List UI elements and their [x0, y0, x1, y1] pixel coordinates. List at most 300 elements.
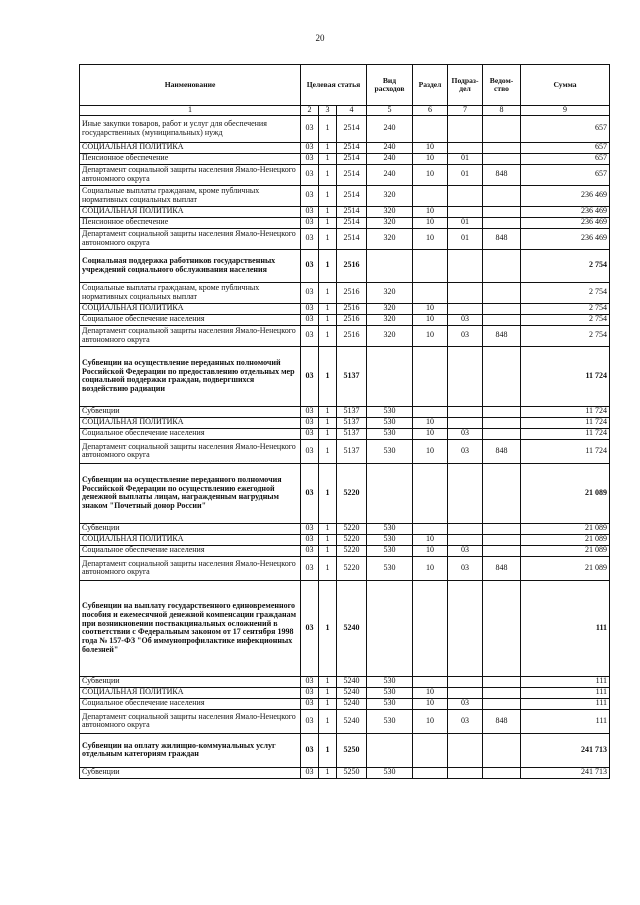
row-subprogram-code: 1	[319, 406, 337, 417]
row-sum: 657	[521, 142, 610, 153]
row-expense-type	[367, 346, 413, 406]
row-program-code: 03	[301, 206, 319, 217]
row-subsection	[448, 406, 483, 417]
row-expense-type	[367, 580, 413, 676]
row-subprogram-code: 1	[319, 164, 337, 185]
row-section	[413, 733, 448, 767]
row-expense-type: 320	[367, 185, 413, 206]
row-name: Социальные выплаты гражданам, кроме публичных нормативных социальных выплат	[80, 185, 301, 206]
table-row	[80, 767, 610, 778]
row-department	[483, 417, 521, 428]
row-department	[483, 523, 521, 534]
header-target: Целевая статья	[301, 65, 367, 106]
row-department	[483, 153, 521, 164]
header-expense-type: Вид расходов	[367, 65, 413, 106]
row-subsection	[448, 185, 483, 206]
row-section: 10	[413, 303, 448, 314]
row-expense-type: 240	[367, 164, 413, 185]
row-item-code: 2516	[337, 325, 367, 346]
row-subprogram-code: 1	[319, 249, 337, 282]
row-section: 10	[413, 325, 448, 346]
column-number: 9	[521, 106, 610, 116]
row-name: Социальное обеспечение населения	[80, 428, 301, 439]
row-name: СОЦИАЛЬНАЯ ПОЛИТИКА	[80, 142, 301, 153]
table-row	[80, 228, 610, 249]
row-program-code: 03	[301, 417, 319, 428]
row-item-code: 5220	[337, 523, 367, 534]
row-subsection: 03	[448, 314, 483, 325]
row-expense-type: 530	[367, 439, 413, 463]
row-section: 10	[413, 534, 448, 545]
row-item-code: 2516	[337, 303, 367, 314]
row-expense-type: 530	[367, 545, 413, 556]
table-row	[80, 206, 610, 217]
row-sum: 111	[521, 580, 610, 676]
row-expense-type	[367, 249, 413, 282]
row-subsection	[448, 580, 483, 676]
row-subsection	[448, 346, 483, 406]
row-item-code: 2514	[337, 206, 367, 217]
row-expense-type	[367, 463, 413, 523]
table-row	[80, 406, 610, 417]
row-department	[483, 545, 521, 556]
row-item-code: 5137	[337, 417, 367, 428]
row-subprogram-code: 1	[319, 142, 337, 153]
row-section: 10	[413, 687, 448, 698]
row-sum: 11 724	[521, 417, 610, 428]
row-subprogram-code: 1	[319, 282, 337, 303]
row-item-code: 5240	[337, 676, 367, 687]
column-number: 5	[367, 106, 413, 116]
row-subprogram-code: 1	[319, 676, 337, 687]
table-row	[80, 733, 610, 767]
row-item-code: 5137	[337, 439, 367, 463]
row-expense-type: 530	[367, 556, 413, 580]
row-subsection	[448, 687, 483, 698]
row-item-code: 5250	[337, 767, 367, 778]
row-subsection: 03	[448, 545, 483, 556]
row-subprogram-code: 1	[319, 767, 337, 778]
row-subprogram-code: 1	[319, 428, 337, 439]
row-department	[483, 314, 521, 325]
row-name: СОЦИАЛЬНАЯ ПОЛИТИКА	[80, 206, 301, 217]
row-department	[483, 687, 521, 698]
row-program-code: 03	[301, 767, 319, 778]
row-expense-type: 320	[367, 314, 413, 325]
row-subprogram-code: 1	[319, 228, 337, 249]
table-row	[80, 325, 610, 346]
column-number: 3	[319, 106, 337, 116]
row-expense-type: 530	[367, 406, 413, 417]
row-subsection: 03	[448, 439, 483, 463]
row-name: Субвенции	[80, 406, 301, 417]
column-number: 4	[337, 106, 367, 116]
row-name: СОЦИАЛЬНАЯ ПОЛИТИКА	[80, 303, 301, 314]
row-department	[483, 767, 521, 778]
row-program-code: 03	[301, 428, 319, 439]
row-name: Субвенции на оплату жилищно-коммунальных услуг отдельным категориям граждан	[80, 733, 301, 767]
row-name: Субвенции на осуществление переданного полномочия Российской Федерации по осуществлению ежегодной денежной выплаты лицам, награжденным нагрудным знаком "Почетный донор России"	[80, 463, 301, 523]
row-program-code: 03	[301, 346, 319, 406]
row-section	[413, 580, 448, 676]
row-subsection	[448, 534, 483, 545]
row-program-code: 03	[301, 709, 319, 733]
row-name: СОЦИАЛЬНАЯ ПОЛИТИКА	[80, 687, 301, 698]
budget-table	[79, 64, 610, 779]
row-sum: 111	[521, 676, 610, 687]
row-name: Субвенции	[80, 523, 301, 534]
row-subprogram-code: 1	[319, 206, 337, 217]
row-sum: 2 754	[521, 303, 610, 314]
row-program-code: 03	[301, 249, 319, 282]
row-expense-type: 530	[367, 428, 413, 439]
header-name: Наименование	[80, 65, 301, 106]
row-subsection: 03	[448, 428, 483, 439]
row-sum: 2 754	[521, 282, 610, 303]
row-sum: 241 713	[521, 733, 610, 767]
row-subsection: 01	[448, 164, 483, 185]
row-name: Пенсионное обеспечение	[80, 153, 301, 164]
row-section: 10	[413, 545, 448, 556]
row-program-code: 03	[301, 698, 319, 709]
row-program-code: 03	[301, 228, 319, 249]
row-subprogram-code: 1	[319, 709, 337, 733]
row-subprogram-code: 1	[319, 325, 337, 346]
row-department	[483, 346, 521, 406]
row-subsection: 03	[448, 698, 483, 709]
table-row	[80, 142, 610, 153]
row-sum: 21 089	[521, 545, 610, 556]
row-program-code: 03	[301, 303, 319, 314]
row-sum: 21 089	[521, 463, 610, 523]
row-name: Иные закупки товаров, работ и услуг для обеспечения государственных (муниципальных) нужд	[80, 115, 301, 142]
row-section	[413, 346, 448, 406]
row-department	[483, 303, 521, 314]
row-subsection: 03	[448, 556, 483, 580]
row-subsection: 01	[448, 217, 483, 228]
row-section: 10	[413, 556, 448, 580]
header-department: Ведом-ство	[483, 65, 521, 106]
row-expense-type: 530	[367, 417, 413, 428]
row-name: Социальное обеспечение населения	[80, 698, 301, 709]
header-section: Раздел	[413, 65, 448, 106]
row-subsection: 03	[448, 325, 483, 346]
table-row	[80, 428, 610, 439]
column-number: 8	[483, 106, 521, 116]
row-section	[413, 406, 448, 417]
row-section: 10	[413, 217, 448, 228]
row-item-code: 5240	[337, 580, 367, 676]
table-row	[80, 463, 610, 523]
row-program-code: 03	[301, 185, 319, 206]
row-name: Субвенции на выплату государственного единовременного пособия и ежемесячной денежной компенсации гражданам при возникновении поствакцинальных осложнений в соответствии с Федеральным законом от 17 сентября 1998 года № 157-ФЗ "Об иммунопрофилактике инфекционных болезней"	[80, 580, 301, 676]
row-section	[413, 249, 448, 282]
row-department	[483, 115, 521, 142]
row-sum: 11 724	[521, 406, 610, 417]
row-sum: 236 469	[521, 228, 610, 249]
table-row	[80, 687, 610, 698]
row-section: 10	[413, 164, 448, 185]
row-sum: 241 713	[521, 767, 610, 778]
row-program-code: 03	[301, 687, 319, 698]
table-row	[80, 676, 610, 687]
row-sum: 11 724	[521, 439, 610, 463]
table-row	[80, 185, 610, 206]
row-name: Департамент социальной защиты населения Ямало-Ненецкого автономного округа	[80, 228, 301, 249]
table-row	[80, 303, 610, 314]
table-header-row	[80, 65, 610, 106]
row-department	[483, 428, 521, 439]
row-section: 10	[413, 439, 448, 463]
row-department	[483, 733, 521, 767]
column-number: 2	[301, 106, 319, 116]
header-subsection: Подраз-дел	[448, 65, 483, 106]
row-item-code: 2514	[337, 217, 367, 228]
row-expense-type: 320	[367, 206, 413, 217]
row-subprogram-code: 1	[319, 217, 337, 228]
row-subprogram-code: 1	[319, 687, 337, 698]
row-department	[483, 142, 521, 153]
row-section: 10	[413, 228, 448, 249]
row-program-code: 03	[301, 325, 319, 346]
row-section	[413, 185, 448, 206]
row-department	[483, 580, 521, 676]
row-subprogram-code: 1	[319, 534, 337, 545]
row-item-code: 5250	[337, 733, 367, 767]
row-subsection	[448, 463, 483, 523]
row-subprogram-code: 1	[319, 115, 337, 142]
row-department	[483, 282, 521, 303]
row-sum: 2 754	[521, 249, 610, 282]
table-row	[80, 417, 610, 428]
row-section: 10	[413, 206, 448, 217]
row-program-code: 03	[301, 733, 319, 767]
row-item-code: 2514	[337, 228, 367, 249]
row-item-code: 5240	[337, 709, 367, 733]
row-subprogram-code: 1	[319, 153, 337, 164]
row-item-code: 5220	[337, 556, 367, 580]
row-name: Пенсионное обеспечение	[80, 217, 301, 228]
row-subprogram-code: 1	[319, 303, 337, 314]
row-subprogram-code: 1	[319, 314, 337, 325]
row-expense-type: 320	[367, 303, 413, 314]
row-expense-type: 530	[367, 676, 413, 687]
row-department	[483, 185, 521, 206]
row-sum: 111	[521, 709, 610, 733]
row-subprogram-code: 1	[319, 463, 337, 523]
row-subprogram-code: 1	[319, 698, 337, 709]
row-expense-type: 530	[367, 534, 413, 545]
row-expense-type: 530	[367, 767, 413, 778]
row-sum: 111	[521, 687, 610, 698]
table-row	[80, 523, 610, 534]
row-subsection	[448, 303, 483, 314]
table-row	[80, 709, 610, 733]
row-name: Департамент социальной защиты населения Ямало-Ненецкого автономного округа	[80, 325, 301, 346]
row-sum: 21 089	[521, 523, 610, 534]
row-item-code: 2514	[337, 153, 367, 164]
row-department: 848	[483, 709, 521, 733]
row-name: Социальные выплаты гражданам, кроме публичных нормативных социальных выплат	[80, 282, 301, 303]
row-subprogram-code: 1	[319, 417, 337, 428]
row-subsection: 03	[448, 709, 483, 733]
row-subprogram-code: 1	[319, 523, 337, 534]
column-number: 7	[448, 106, 483, 116]
row-department	[483, 698, 521, 709]
row-section	[413, 115, 448, 142]
row-sum: 657	[521, 164, 610, 185]
row-sum: 111	[521, 698, 610, 709]
row-subprogram-code: 1	[319, 545, 337, 556]
row-name: СОЦИАЛЬНАЯ ПОЛИТИКА	[80, 417, 301, 428]
table-row	[80, 115, 610, 142]
row-item-code: 2514	[337, 185, 367, 206]
row-subsection	[448, 206, 483, 217]
row-section	[413, 767, 448, 778]
row-name: Субвенции на осуществление переданных полномочий Российской Федерации по предоставлению отдельных мер социальной поддержки граждан, подвергшихся воздействию радиации	[80, 346, 301, 406]
row-program-code: 03	[301, 406, 319, 417]
table-row	[80, 164, 610, 185]
row-name: Социальное обеспечение населения	[80, 545, 301, 556]
row-expense-type	[367, 733, 413, 767]
row-sum: 11 724	[521, 428, 610, 439]
row-item-code: 2516	[337, 314, 367, 325]
table-body	[80, 115, 610, 778]
row-expense-type: 240	[367, 142, 413, 153]
row-program-code: 03	[301, 439, 319, 463]
row-item-code: 5137	[337, 406, 367, 417]
row-item-code: 2516	[337, 249, 367, 282]
row-subsection: 01	[448, 228, 483, 249]
row-name: Социальное обеспечение населения	[80, 314, 301, 325]
row-section: 10	[413, 428, 448, 439]
row-name: Субвенции	[80, 676, 301, 687]
page-number: 20	[315, 33, 325, 43]
table-row	[80, 153, 610, 164]
row-sum: 2 754	[521, 325, 610, 346]
row-section	[413, 463, 448, 523]
table-row	[80, 580, 610, 676]
row-item-code: 5220	[337, 534, 367, 545]
table-row	[80, 556, 610, 580]
row-item-code: 5240	[337, 687, 367, 698]
table-row	[80, 314, 610, 325]
row-department	[483, 463, 521, 523]
column-number: 1	[80, 106, 301, 116]
row-program-code: 03	[301, 142, 319, 153]
row-subprogram-code: 1	[319, 346, 337, 406]
row-item-code: 2514	[337, 142, 367, 153]
row-expense-type: 530	[367, 709, 413, 733]
row-expense-type: 530	[367, 698, 413, 709]
column-number-row	[80, 106, 610, 116]
row-subsection	[448, 523, 483, 534]
row-expense-type: 240	[367, 115, 413, 142]
row-sum: 657	[521, 153, 610, 164]
row-program-code: 03	[301, 556, 319, 580]
header-sum: Сумма	[521, 65, 610, 106]
column-number: 6	[413, 106, 448, 116]
row-department	[483, 249, 521, 282]
row-department	[483, 206, 521, 217]
table-row	[80, 346, 610, 406]
row-department: 848	[483, 164, 521, 185]
row-sum: 11 724	[521, 346, 610, 406]
row-subsection	[448, 733, 483, 767]
row-name: СОЦИАЛЬНАЯ ПОЛИТИКА	[80, 534, 301, 545]
row-subprogram-code: 1	[319, 733, 337, 767]
row-section: 10	[413, 314, 448, 325]
row-section	[413, 676, 448, 687]
row-expense-type: 320	[367, 282, 413, 303]
row-sum: 2 754	[521, 314, 610, 325]
row-item-code: 5220	[337, 545, 367, 556]
row-program-code: 03	[301, 217, 319, 228]
row-section: 10	[413, 709, 448, 733]
row-department	[483, 676, 521, 687]
row-program-code: 03	[301, 115, 319, 142]
row-department: 848	[483, 228, 521, 249]
row-expense-type: 530	[367, 687, 413, 698]
row-subprogram-code: 1	[319, 185, 337, 206]
row-sum: 21 089	[521, 534, 610, 545]
row-section	[413, 282, 448, 303]
row-section	[413, 523, 448, 534]
row-expense-type: 530	[367, 523, 413, 534]
row-expense-type: 240	[367, 153, 413, 164]
row-sum: 236 469	[521, 206, 610, 217]
row-subprogram-code: 1	[319, 439, 337, 463]
table-row	[80, 217, 610, 228]
table-row	[80, 249, 610, 282]
row-expense-type: 320	[367, 217, 413, 228]
row-section: 10	[413, 142, 448, 153]
row-section: 10	[413, 417, 448, 428]
table-row	[80, 534, 610, 545]
row-name: Департамент социальной защиты населения Ямало-Ненецкого автономного округа	[80, 439, 301, 463]
row-subsection	[448, 767, 483, 778]
row-item-code: 5137	[337, 346, 367, 406]
row-sum: 236 469	[521, 185, 610, 206]
row-sum: 657	[521, 115, 610, 142]
row-program-code: 03	[301, 580, 319, 676]
row-item-code: 5220	[337, 463, 367, 523]
table-row	[80, 545, 610, 556]
row-program-code: 03	[301, 164, 319, 185]
row-program-code: 03	[301, 282, 319, 303]
row-subsection	[448, 249, 483, 282]
row-expense-type: 320	[367, 228, 413, 249]
row-sum: 21 089	[521, 556, 610, 580]
table-row	[80, 439, 610, 463]
row-section: 10	[413, 698, 448, 709]
row-subprogram-code: 1	[319, 580, 337, 676]
row-item-code: 2516	[337, 282, 367, 303]
row-name: Социальная поддержка работников государственных учреждений социального обслуживания населения	[80, 249, 301, 282]
row-department	[483, 406, 521, 417]
row-program-code: 03	[301, 545, 319, 556]
row-subsection	[448, 142, 483, 153]
row-program-code: 03	[301, 523, 319, 534]
row-department: 848	[483, 325, 521, 346]
row-item-code: 2514	[337, 115, 367, 142]
row-item-code: 5137	[337, 428, 367, 439]
row-program-code: 03	[301, 676, 319, 687]
row-program-code: 03	[301, 314, 319, 325]
row-subsection	[448, 417, 483, 428]
row-program-code: 03	[301, 463, 319, 523]
row-item-code: 2514	[337, 164, 367, 185]
